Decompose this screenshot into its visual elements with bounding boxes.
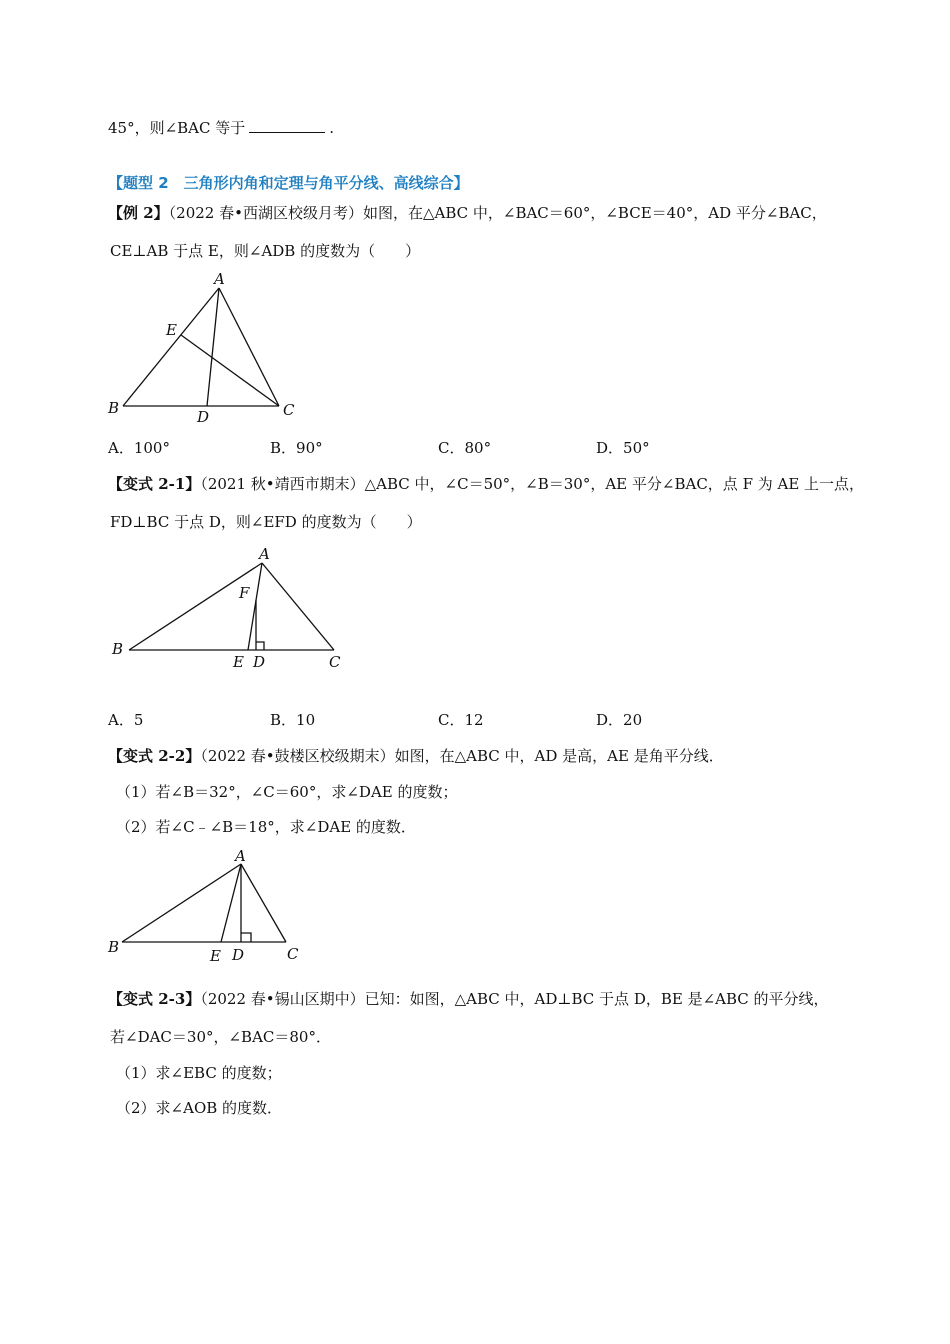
ex2-label-e: E [166,321,177,339]
variant-2-2-q2: （2）若∠C﹣∠B＝18°，求∠DAE 的度数． [116,818,416,836]
v21-option-d: D．20 [596,711,643,729]
v22-label-c: C [287,945,299,963]
v21-label-e: E [233,653,244,671]
variant-2-3-tag: 【变式 2-3】 [108,990,201,1008]
ex2-triangle [123,288,279,406]
variant-2-3-text1: （2022 春•锡山区期中）已知：如图，△ABC 中，AD⊥BC 于点 D，BE 是∠ABC 的平分线， [200,990,829,1008]
v22-label-b: B [108,938,120,956]
example-2-options [108,438,708,458]
v22-side-ac [241,864,286,942]
intro-text: 45°，则∠BAC 等于 [108,119,246,137]
v21-right-angle-mark [256,642,264,650]
section-title: 【题型 2 三角形内角和定理与角平分线、高线综合】 [108,174,469,192]
example-2-text1: （2022 春•西湖区校级月考）如图，在△ABC 中，∠BAC＝60°，∠BCE＝40°，AD 平分∠BAC， [168,204,827,222]
ex2-side-ab [123,288,219,406]
ex2-label-d: D [197,408,210,426]
v21-bisector-ae [248,563,262,650]
ex2-option-a: A．100° [108,439,170,457]
variant-2-1-line2: FD⊥BC 于点 D，则∠EFD 的度数为（ ） [110,513,422,531]
variant-2-2-q1: （1）若∠B＝32°，∠C＝60°，求∠DAE 的度数； [116,783,458,801]
v21-label-a: A [259,545,270,563]
ex2-bisector-ad [207,288,219,406]
variant-2-1-line1 [108,474,864,494]
v21-option-c: C．12 [438,711,484,729]
variant-2-3-line1 [108,989,829,1009]
variant-2-3-q1: （1）求∠EBC 的度数； [116,1064,282,1082]
variant-2-3-q2: （2）求∠AOB 的度数． [116,1099,283,1117]
v22-side-ab [122,864,241,942]
v21-side-ab [129,563,262,650]
v21-label-c: C [329,653,341,671]
v21-option-b: B．10 [270,711,316,729]
variant-2-1-tag: 【变式 2-1】 [108,475,201,493]
variant-2-2-tag: 【变式 2-2】 [108,747,201,765]
ex2-label-c: C [283,401,295,419]
variant-2-1-text1: （2021 秋•靖西市期末）△ABC 中，∠C＝50°，∠B＝30°，AE 平分∠BAC，点 F 为 AE 上一点， [200,475,865,493]
v21-label-b: B [112,640,124,658]
variant-2-2-text1: （2022 春•鼓楼区校级期末）如图，在△ABC 中，AD 是高，AE 是角平分线． [200,747,724,765]
intro-end: . [329,119,335,137]
ex2-option-d: D．50° [596,439,650,457]
variant-2-1-options [108,710,708,730]
v21-label-d: D [253,653,266,671]
answer-blank [249,118,325,133]
v22-label-d: D [232,946,245,964]
ex2-label-b: B [108,399,120,417]
ex2-side-ac [219,288,279,406]
variant-2-3-line2: 若∠DAC＝30°，∠BAC＝80°． [110,1028,331,1046]
ex2-option-c: C．80° [438,439,492,457]
v22-label-a: A [235,847,246,865]
variant-2-2-line1 [108,746,724,766]
ex2-label-a: A [214,270,225,288]
v21-label-f: F [239,584,250,602]
example-2-line2: CE⊥AB 于点 E，则∠ADB 的度数为（ ） [110,242,421,260]
v22-label-e: E [210,947,221,965]
v22-triangle [122,864,286,942]
v22-right-angle-mark [241,933,251,942]
intro-question-line [108,118,334,138]
ex2-option-b: B．90° [270,439,323,457]
v21-option-a: A．5 [108,711,144,729]
example-2-line1 [108,203,827,223]
example-2-tag: 【例 2】 [108,204,169,222]
ex2-altitude-ce [181,335,279,406]
v22-bisector-ae [221,864,241,942]
v21-side-ac [262,563,334,650]
v21-triangle [129,563,334,650]
